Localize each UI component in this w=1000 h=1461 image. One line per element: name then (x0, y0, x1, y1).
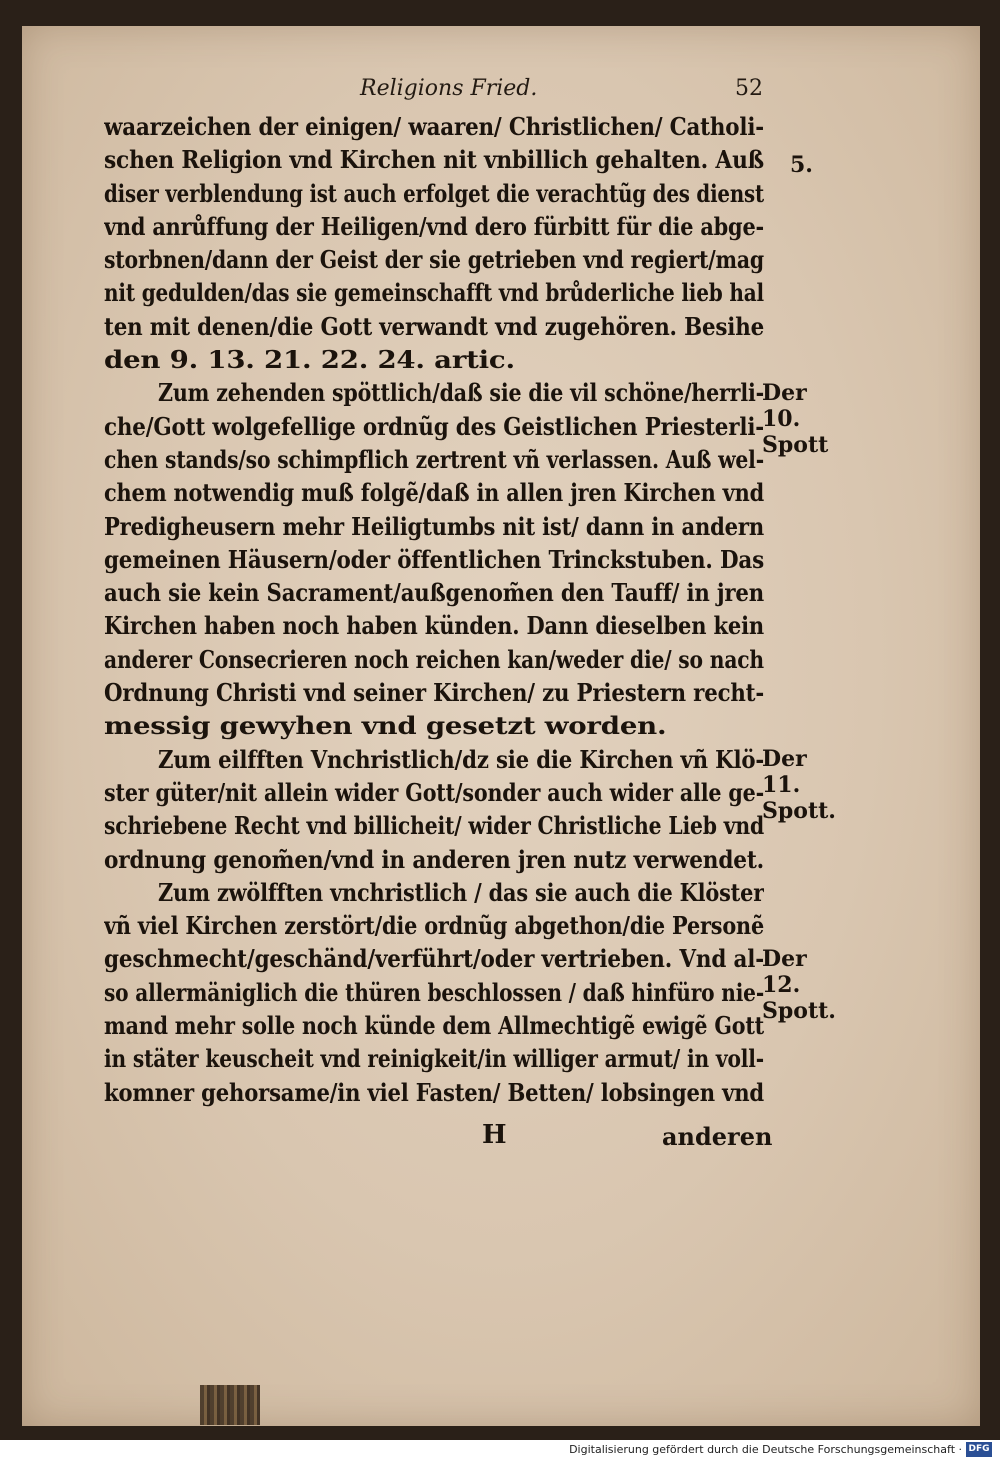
text-line: geschmecht/geschänd/verführt/oder vertrieben. Vnd al- (104, 944, 764, 974)
text-line: gemeinen Häusern/oder öffentlichen Trinckstuben. Das (104, 544, 764, 574)
text-line: auch sie kein Sacrament/außgenom̃en den Tauff/ in jren (104, 578, 764, 608)
text-line: Zum zwölfften vnchristlich / das sie auch die Klöster (158, 877, 764, 907)
text-line: in stäter keuscheit vnd reinigkeit/in williger armut/ in voll- (104, 1044, 764, 1074)
page-number: 52 (735, 76, 763, 101)
text-line: ordnung genom̃en/vnd in anderen jren nutz verwendet. (104, 844, 764, 874)
margin-note-11: Der 11. Spott. (762, 746, 836, 824)
text-line: chen stands/so schimpflich zertrent vñ verlassen. Auß wel- (104, 444, 764, 474)
text-line: so allermäniglich die thüren beschlossen / daß hinfüro nie- (104, 977, 764, 1007)
body-text (104, 110, 764, 1109)
text-line: vnd anrůffung der Heiligen/vnd dero fürbitt für die abge- (104, 211, 764, 241)
text-line: vñ viel Kirchen zerstört/die ordnũg abgethon/die Personẽ (104, 911, 764, 941)
text-line: waarzeichen der einigen/ waaren/ Christlichen/ Catholi- (104, 112, 764, 141)
text-line: Kirchen haben noch haben künden. Dann dieselben kein (104, 611, 764, 641)
text-line: diser verblendung ist auch erfolget die verachtũg des dienst (104, 178, 764, 208)
text-line: schriebene Recht vnd billicheit/ wider Christliche Lieb vnd (104, 811, 764, 841)
text-line: komner gehorsame/in viel Fasten/ Betten/ lobsingen vnd (104, 1077, 764, 1107)
catchword: anderen (662, 1122, 773, 1151)
text-line: ster güter/nit allein wider Gott/sonder auch wider alle ge- (104, 777, 764, 807)
signature-mark: H (482, 1120, 507, 1150)
text-line: chem notwendig muß folgẽ/daß in allen jren Kirchen vnd (104, 478, 764, 508)
text-line: storbnen/dann der Geist der sie getrieben vnd regiert/mag (104, 245, 764, 275)
text-line: den 9. 13. 21. 22. 24. artic. (104, 345, 515, 375)
binding-edge (200, 1385, 260, 1425)
text-line: anderer Consecrieren noch reichen kan/weder die/ so nach (104, 644, 764, 674)
attribution-text: Digitalisierung gefördert durch die Deutsche Forschungsgemeinschaft · (569, 1443, 962, 1456)
running-title: Religions Fried. (360, 76, 538, 101)
text-line: schen Religion vnd Kirchen nit vnbillich gehalten. Auß (104, 145, 764, 175)
text-line: mand mehr solle noch künde dem Allmechtigẽ ewigẽ Gott (104, 1011, 764, 1041)
text-line: nit gedulden/das sie gemeinschafft vnd brůderliche lieb hal (104, 278, 764, 308)
text-line: messig gewyhen vnd gesetzt worden. (104, 711, 667, 741)
margin-note-5: 5. (790, 152, 813, 178)
text-line: che/Gott wolgefellige ordnũg des Geistlichen Priesterli- (104, 411, 764, 441)
text-line: Predigheusern mehr Heiligtumbs nit ist/ dann in andern (104, 511, 764, 541)
text-line: ten mit denen/die Gott verwandt vnd zugehören. Besihe (104, 311, 764, 341)
margin-note-10: Der 10. Spott (762, 380, 829, 458)
text-line: Ordnung Christi vnd seiner Kirchen/ zu Priestern recht- (104, 678, 764, 708)
dfg-logo: DFG (966, 1442, 992, 1457)
margin-note-12: Der 12. Spott. (762, 946, 836, 1024)
text-line: Zum zehenden spöttlich/daß sie die vil schöne/herrli- (158, 378, 764, 408)
text-line: Zum eilfften Vnchristlich/dz sie die Kirchen vñ Klö- (158, 744, 764, 774)
